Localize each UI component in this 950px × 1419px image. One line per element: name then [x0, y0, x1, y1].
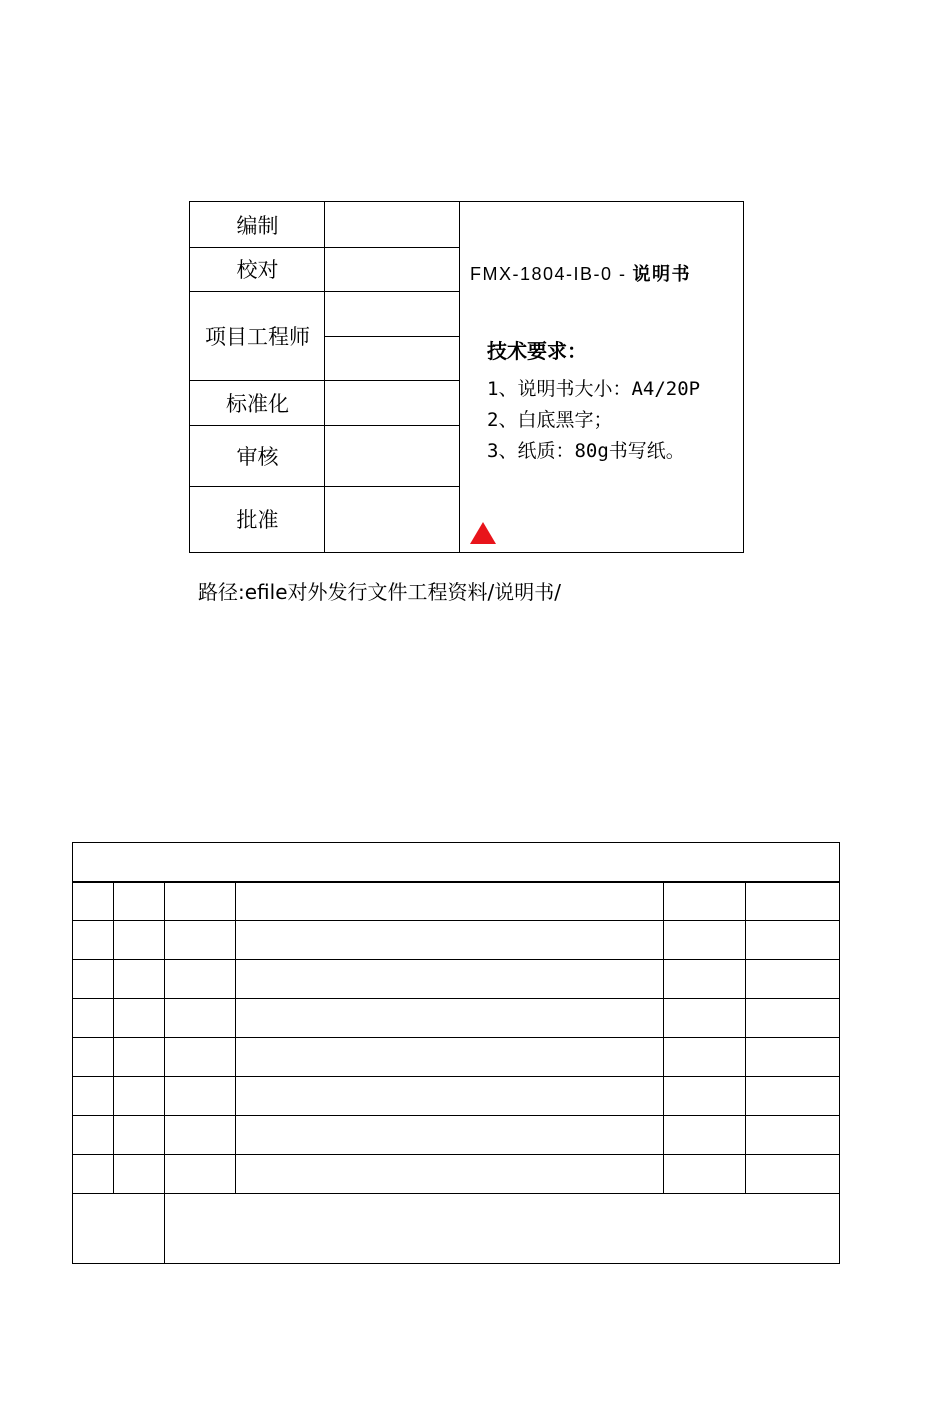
requirement-item: 2、白底黑字； [487, 409, 613, 431]
table-cell [236, 1077, 664, 1116]
table-cell [165, 921, 236, 960]
table-cell [746, 1155, 840, 1194]
table-cell [236, 882, 664, 921]
table-cell [746, 1116, 840, 1155]
table-cell [114, 1155, 165, 1194]
table-cell [73, 1116, 114, 1155]
requirement-item: 3、纸质：80g书写纸。 [487, 440, 685, 462]
value-compiled-by [325, 202, 460, 247]
table-cell [664, 999, 746, 1038]
table-cell [664, 921, 746, 960]
table-cell [114, 1077, 165, 1116]
label-review: 审核 [236, 444, 279, 469]
table-row [73, 921, 840, 960]
table-footer-row [73, 1194, 840, 1264]
footer-note-cell [165, 1194, 840, 1264]
table-row [73, 1038, 840, 1077]
document-name: 说明书 [632, 264, 692, 285]
table-cell [165, 882, 236, 921]
table-cell [236, 999, 664, 1038]
requirements-heading: 技术要求： [487, 339, 587, 363]
document-code: FMX-1804-IB-0 - [470, 264, 627, 284]
file-path: 路径:efile对外发行文件工程资料/说明书/ [198, 580, 561, 604]
table-cell [114, 960, 165, 999]
label-approve: 批准 [236, 508, 279, 532]
table-cell [664, 1155, 746, 1194]
table-cell [165, 999, 236, 1038]
table-cell [73, 999, 114, 1038]
table-cell [664, 960, 746, 999]
table-row [73, 1077, 840, 1116]
table-row [73, 999, 840, 1038]
value-proofread [325, 247, 460, 291]
table-cell [73, 1038, 114, 1077]
table-cell [73, 1077, 114, 1116]
table-cell [165, 1038, 236, 1077]
table-cell [165, 1077, 236, 1116]
table-cell [746, 882, 840, 921]
table-cell [664, 1077, 746, 1116]
value-standardization [325, 380, 460, 425]
table-cell [165, 1155, 236, 1194]
value-approve [325, 486, 460, 552]
table-row [73, 882, 840, 921]
table-cell [746, 999, 840, 1038]
table-cell [114, 1116, 165, 1155]
table-cell [114, 921, 165, 960]
label-standardization: 标准化 [226, 391, 289, 416]
table-cell [114, 1038, 165, 1077]
table-cell [73, 921, 114, 960]
document-title [470, 260, 745, 286]
label-compiled-by: 编制 [236, 213, 279, 238]
requirement-item: 1、说明书大小：A4/20P [487, 378, 701, 400]
table-cell [73, 882, 114, 921]
approval-block [189, 201, 744, 553]
table-cell [746, 1077, 840, 1116]
label-proofread: 校对 [236, 258, 279, 282]
table-cell [114, 999, 165, 1038]
table-cell [664, 1116, 746, 1155]
table-cell [236, 921, 664, 960]
red-triangle-icon [470, 522, 496, 544]
table-cell [746, 1038, 840, 1077]
requirements-list [487, 374, 700, 467]
table-cell [664, 882, 746, 921]
table-header [73, 843, 840, 882]
table-cell [236, 1116, 664, 1155]
revision-table [72, 842, 840, 1264]
table-cell [236, 960, 664, 999]
table-cell [165, 960, 236, 999]
table-cell [664, 1038, 746, 1077]
table-row [73, 1116, 840, 1155]
value-project-engineer-1 [325, 291, 460, 336]
label-project-engineer: 项目工程师 [205, 324, 310, 349]
table-cell [746, 921, 840, 960]
table-cell [73, 960, 114, 999]
table-cell [746, 960, 840, 999]
value-project-engineer-2 [325, 336, 460, 380]
table-cell [73, 1155, 114, 1194]
table-cell [236, 1038, 664, 1077]
table-cell [236, 1155, 664, 1194]
table-cell [114, 882, 165, 921]
value-review [325, 425, 460, 486]
footer-label-cell [73, 1194, 165, 1264]
table-cell [165, 1116, 236, 1155]
table-row [73, 1155, 840, 1194]
table-row [73, 960, 840, 999]
